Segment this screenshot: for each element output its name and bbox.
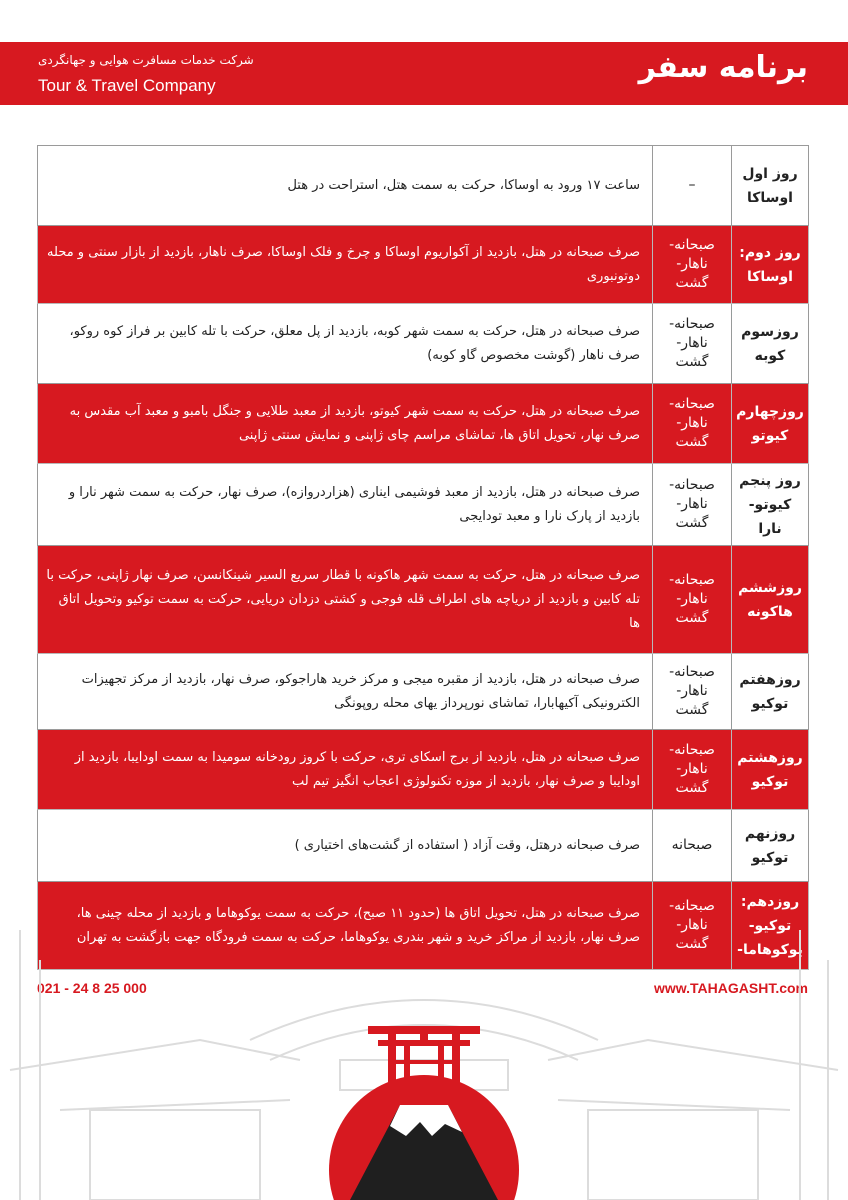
day-label: روزهفتم (739, 671, 801, 688)
meals-cell (653, 810, 732, 882)
meal-label: گشت (675, 936, 709, 952)
meal-label: صبحانه- (669, 572, 715, 588)
meal-label: صبحانه- (669, 237, 715, 253)
day-cell (732, 546, 809, 654)
meal-label: گشت (675, 354, 709, 370)
meal-label: صبحانه- (669, 742, 715, 758)
day-label: کیوتو (751, 427, 789, 444)
day-cell (732, 810, 809, 882)
meals-cell (653, 384, 732, 464)
meal-label: صبحانه- (669, 396, 715, 412)
day-label: روزهشتم (737, 749, 803, 766)
itinerary-row (38, 546, 809, 654)
meals-cell (653, 146, 732, 226)
contact-phone: 021 - 24 8 25 000 (37, 980, 147, 996)
day-label: روزدهم: (740, 893, 800, 910)
description-cell: صرف صبحانه در هتل، حرکت به سمت شهر هاکونه با قطار سریع السیر شینکانسن، صرف نهار ژاپنی، حرکت با تله کابین و بازدید از دریاچه های اطراف قله فوجی و کشتی دزدان دریایی، حرکت به سمت توکیو وتحویل اتاق ها (38, 546, 653, 654)
description-cell: صرف صبحانه در هتل، بازدید از برج اسکای تری، حرکت با کروز رودخانه سومیدا به سمت اودایبا، بازدید از اودایبا و صرف نهار، بازدید از موزه تکنولوژی اعجاب انگیز تیم لب (38, 730, 653, 810)
meals-cell (653, 304, 732, 384)
description-cell: ساعت ۱۷ ورود به اوساکا، حرکت به سمت هتل، استراحت در هتل (38, 146, 653, 226)
itinerary-row (38, 226, 809, 304)
day-cell (732, 464, 809, 546)
day-label: نارا (758, 520, 782, 537)
meals-cell (653, 546, 732, 654)
company-name-en: Tour & Travel Company (38, 76, 216, 95)
meal-label: ناهار- (676, 591, 708, 607)
meal-label: صبحانه (671, 837, 713, 853)
meal-label: ناهار- (676, 683, 708, 699)
description-cell: صرف صبحانه در هتل، بازدید از مقبره میجی و مرکز خرید هاراجوکو، صرف نهار، بازدید از مرکز تجهیزات الکترونیکی آکیهابارا، تماشای نورپرداز یهای محله روپونگی (38, 654, 653, 730)
day-label: روز دوم: (739, 244, 801, 261)
day-cell (732, 384, 809, 464)
day-label: روز پنجم (739, 472, 801, 489)
meal-label: صبحانه- (669, 664, 715, 680)
day-label: توکیو (751, 773, 789, 790)
meal-label: ناهار- (676, 496, 708, 512)
day-label: اوساکا (747, 189, 793, 206)
day-cell (732, 730, 809, 810)
meal-label: گشت (675, 610, 709, 626)
itinerary-row (38, 464, 809, 546)
description-cell: صرف صبحانه در هتل، بازدید از معبد فوشیمی ایناری (هزاردروازه)، صرف نهار، حرکت به سمت شهر نارا و بازدید از پارک نارا و معبد تودایجی (38, 464, 653, 546)
day-label: روزنهم (744, 825, 796, 842)
meal-label: صبحانه- (669, 898, 715, 914)
day-label: کیوتو- (748, 496, 792, 513)
day-label: هاکونه (747, 603, 793, 620)
meal-label: ناهار- (676, 917, 708, 933)
description-cell: صرف صبحانه در هتل، بازدید از آکواریوم اوساکا و چرخ و فلک اوساکا، صرف ناهار، بازدید از بازار سنتی و محله دوتونبوری (38, 226, 653, 304)
meals-cell (653, 226, 732, 304)
description-cell: صرف صبحانه درهتل، وقت آزاد ( استفاده از گشت‌های اختیاری ) (38, 810, 653, 882)
day-cell (732, 146, 809, 226)
itinerary-row (38, 146, 809, 226)
day-label: توکیو (751, 695, 789, 712)
day-cell (732, 304, 809, 384)
meal-label: گشت (675, 780, 709, 796)
meal-label: ناهار- (676, 415, 708, 431)
meal-label: ناهار- (676, 335, 708, 351)
itinerary-table (37, 145, 809, 970)
meal-label: صبحانه- (669, 477, 715, 493)
description-cell: صرف صبحانه در هتل، حرکت به سمت شهر کوبه، بازدید از پل معلق، حرکت با تله کابین بر فراز کوه روکو، صرف ناهار (گوشت مخصوص گاو کوبه) (38, 304, 653, 384)
meal-label: ناهار- (676, 761, 708, 777)
meal-label: گشت (675, 275, 709, 291)
header-banner (0, 42, 848, 105)
itinerary-row (38, 304, 809, 384)
company-name-fa: شرکت خدمات مسافرت هوایی و جهانگردی (38, 53, 254, 67)
meal-label: گشت (675, 434, 709, 450)
meal-label: گشت (675, 702, 709, 718)
day-cell (732, 226, 809, 304)
day-label: روزسوم (741, 323, 799, 340)
day-label: توکیو (751, 849, 789, 866)
itinerary-row (38, 384, 809, 464)
meal-label: گشت (675, 515, 709, 531)
meals-cell (653, 464, 732, 546)
itinerary-row (38, 730, 809, 810)
meals-cell (653, 654, 732, 730)
day-label: روزششم (738, 579, 802, 596)
decorative-footer-art (0, 900, 848, 1200)
day-label: کوبه (754, 347, 786, 364)
description-cell: صرف صبحانه در هتل، حرکت به سمت شهر کیوتو، بازدید از معبد طلایی و جنگل بامبو و معبد آب مقدس به صرف نهار، تحویل اتاق ها، تماشای مراسم چای ژاپنی و نمایش سنتی ژاپنی (38, 384, 653, 464)
day-label: اوساکا (747, 268, 793, 285)
meals-cell (653, 730, 732, 810)
description-cell: صرف صبحانه در هتل، تحویل اتاق ها (حدود ۱۱ صبح)، حرکت به سمت یوکوهاما و بازدید از محله چینی ها، صرف نهار، بازدید از مراکز خرید و شهر بندری یوکوهاما، حرکت به سمت فرودگاه جهت بازگشت به تهران (38, 882, 653, 970)
day-label: یوکوهاما- (737, 941, 803, 958)
day-label: روز اول (742, 165, 798, 182)
meal-label: – (688, 177, 696, 193)
day-label: توکیو- (748, 917, 792, 934)
itinerary-row (38, 810, 809, 882)
day-label: روزچهارم (736, 403, 804, 420)
meal-label: ناهار- (676, 256, 708, 272)
meal-label: صبحانه- (669, 316, 715, 332)
page-title: برنامه سفر (638, 50, 808, 85)
website-link[interactable]: www.TAHAGASHT.com (653, 980, 808, 996)
itinerary-row (38, 654, 809, 730)
day-cell (732, 654, 809, 730)
